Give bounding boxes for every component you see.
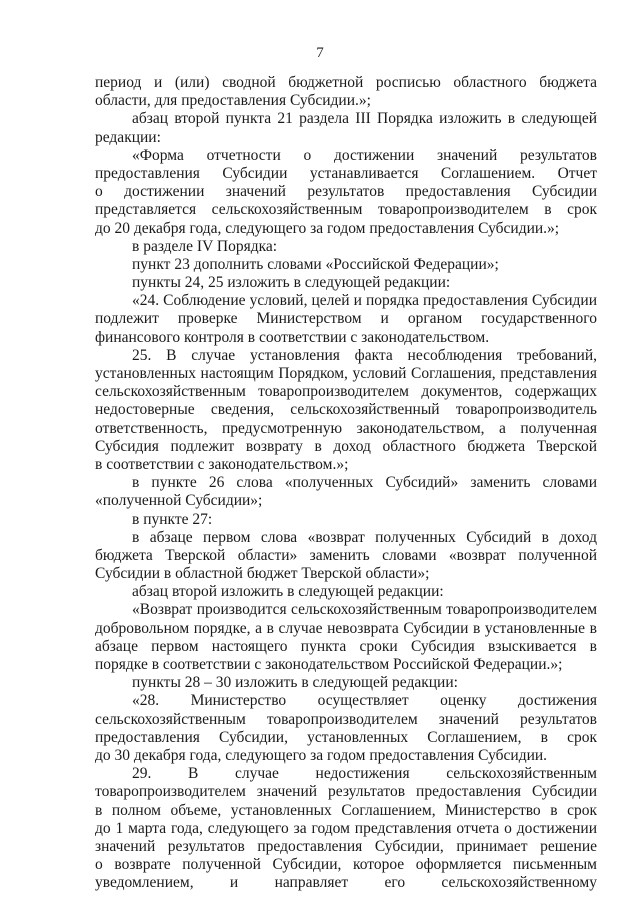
text-line: предоставления Субсидии, установленных Соглашением, в срок	[95, 728, 597, 746]
text-line: редакции:	[95, 128, 161, 146]
text-line: финансового контроля в соответствии с законодательством.	[95, 328, 490, 346]
text-line: о возврате полученной Субсидии, которое оформляется письменным	[95, 856, 597, 874]
text-line: пункты 28 – 30 изложить в следующей редакции:	[132, 674, 458, 692]
text-line: абзаце первом настоящего пункта сроки Субсидия взыскивается в	[95, 637, 597, 655]
page-number: 7	[316, 45, 324, 61]
text-line: пункт 23 дополнить словами «Российской Федерации»;	[132, 255, 499, 273]
text-line: абзац второй пункта 21 раздела III Порядка изложить в следующей	[132, 110, 597, 128]
text-line: сельскохозяйственным товаропроизводителем документов, содержащих	[95, 383, 597, 401]
text-line: значений результатов предоставления Субсидии, принимает решение	[95, 837, 597, 855]
text-line: ответственность, предусмотренную законодательством, а полученная	[95, 419, 597, 437]
text-line: «28. Министерство осуществляет оценку достижения	[132, 692, 597, 710]
text-line: товаропроизводителем значений результатов предоставления Субсидии	[95, 783, 597, 801]
text-line: абзац второй изложить в следующей редакции:	[132, 583, 444, 601]
text-line: в пункте 27:	[132, 510, 213, 528]
text-line: в пункте 26 слова «полученных Субсидий» заменить словами	[132, 474, 597, 492]
text-line: до 20 декабря года, следующего за годом предоставления Субсидии.»;	[95, 219, 560, 237]
text-line: уведомлением, и направляет его сельскохозяйственному	[95, 874, 597, 892]
text-line: пункты 24, 25 изложить в следующей редакции:	[132, 274, 451, 292]
text-line: в абзаце первом слова «возврат полученных Субсидий в доход	[132, 528, 597, 546]
text-line: в соответствии с законодательством.»;	[95, 455, 349, 473]
text-line: «24. Соблюдение условий, целей и порядка предоставления Субсидии	[132, 292, 597, 310]
text-line: «Форма отчетности о достижении значений результатов	[132, 146, 597, 164]
text-line: подлежит проверке Министерством и органом государственного	[95, 310, 597, 328]
text-line: в полном объеме, установленных Соглашением, Министерство в срок	[95, 801, 597, 819]
document-body	[95, 74, 597, 892]
text-line: предоставления Субсидии устанавливается Соглашением. Отчет	[95, 164, 597, 182]
text-line: в разделе IV Порядка:	[132, 237, 278, 255]
text-line: добровольном порядке, а в случае невозврата Субсидии в установленные в	[95, 619, 597, 637]
text-line: период и (или) сводной бюджетной росписью областного бюджета	[95, 74, 597, 91]
text-line: области, для предоставления Субсидии.»;	[95, 92, 371, 110]
text-line: «Возврат производится сельскохозяйственным товаропроизводителем	[132, 601, 597, 619]
text-line: 29. В случае недостижения сельскохозяйственным	[132, 765, 597, 783]
text-line: порядке в соответствии с законодательством Российской Федерации.»;	[95, 656, 563, 673]
text-line: Субсидии в областной бюджет Тверской области»;	[95, 565, 430, 583]
text-line: сельскохозяйственным товаропроизводителем значений результатов	[95, 710, 597, 728]
text-line: о достижении значений результатов предоставления Субсидии	[95, 183, 597, 201]
text-line: установленных настоящим Порядком, условий Соглашения, представления	[95, 365, 597, 382]
text-line: до 1 марта года, следующего за годом представления отчета о достижении	[95, 819, 597, 837]
text-line: Субсидия подлежит возврату в доход областного бюджета Тверской	[95, 437, 597, 455]
text-line: бюджета Тверской области» заменить словами «возврат полученной	[95, 546, 597, 564]
text-line: недостоверные сведения, сельскохозяйственный товаропроизводитель	[95, 401, 597, 419]
text-line: «полученной Субсидии»;	[95, 492, 263, 510]
text-line: 25. В случае установления факта несоблюдения требований,	[132, 346, 597, 364]
text-line: представляется сельскохозяйственным товаропроизводителем в срок	[95, 201, 597, 219]
text-line: до 30 декабря года, следующего за годом предоставления Субсидии.	[95, 746, 548, 764]
